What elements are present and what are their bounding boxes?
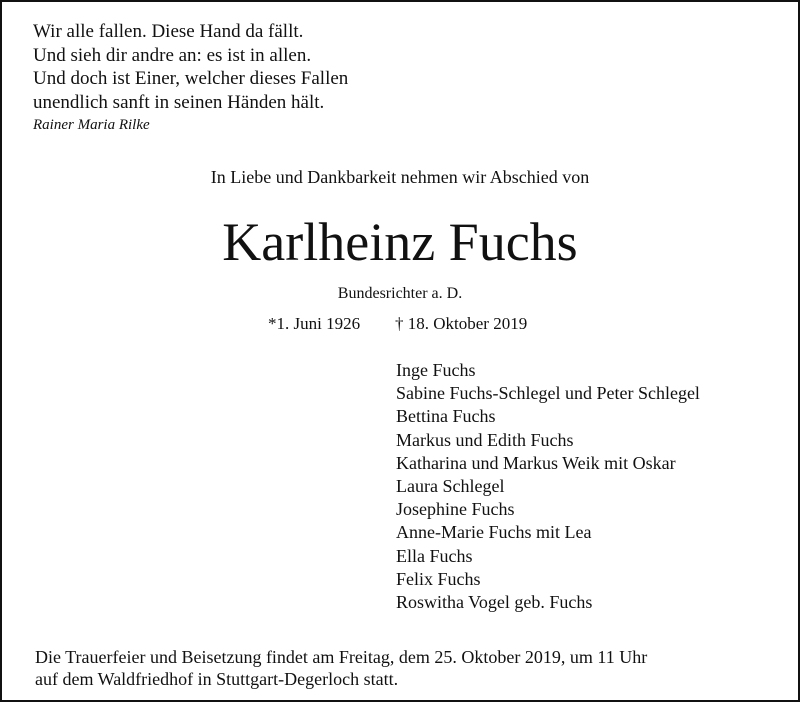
poem-line: unendlich sanft in seinen Händen hält.	[33, 91, 325, 113]
funeral-line: auf dem Waldfriedhof in Stuttgart-Degerloch statt.	[35, 669, 399, 689]
family-member: Laura Schlegel	[396, 476, 505, 497]
family-member: Bettina Fuchs	[396, 406, 496, 427]
funeral-line: Die Trauerfeier und Beisetzung findet am Freitag, dem 25. Oktober 2019, um 11 Uhr	[35, 647, 648, 667]
family-member: Josephine Fuchs	[396, 499, 515, 520]
poem-author: Rainer Maria Rilke	[33, 117, 150, 133]
funeral-info	[35, 646, 647, 690]
poem-line: Und sieh dir andre an: es ist in allen.	[33, 44, 312, 66]
family-member: Ella Fuchs	[396, 545, 473, 566]
poem-line: Wir alle fallen. Diese Hand da fällt.	[33, 21, 304, 42]
family-list	[396, 359, 700, 614]
family-member: Sabine Fuchs-Schlegel und Peter Schlegel	[396, 383, 700, 404]
family-member: Markus und Edith Fuchs	[396, 429, 574, 450]
family-member: Katharina und Markus Weik mit Oskar	[396, 452, 676, 473]
death-date: † 18. Oktober 2019	[395, 314, 528, 333]
deceased-name: Karlheinz Fuchs	[222, 212, 578, 272]
intro-text: In Liebe und Dankbarkeit nehmen wir Abschied von	[210, 167, 590, 187]
family-member: Roswitha Vogel geb. Fuchs	[396, 592, 593, 613]
poem-line: Und doch ist Einer, welcher dieses Fallen	[33, 68, 349, 89]
deceased-title: Bundesrichter a. D.	[337, 285, 463, 302]
poem	[33, 20, 348, 134]
family-member: Felix Fuchs	[396, 568, 481, 589]
family-member: Anne-Marie Fuchs mit Lea	[396, 522, 592, 543]
birth-date: *1. Juni 1926	[268, 314, 361, 333]
family-member: Inge Fuchs	[396, 360, 476, 380]
